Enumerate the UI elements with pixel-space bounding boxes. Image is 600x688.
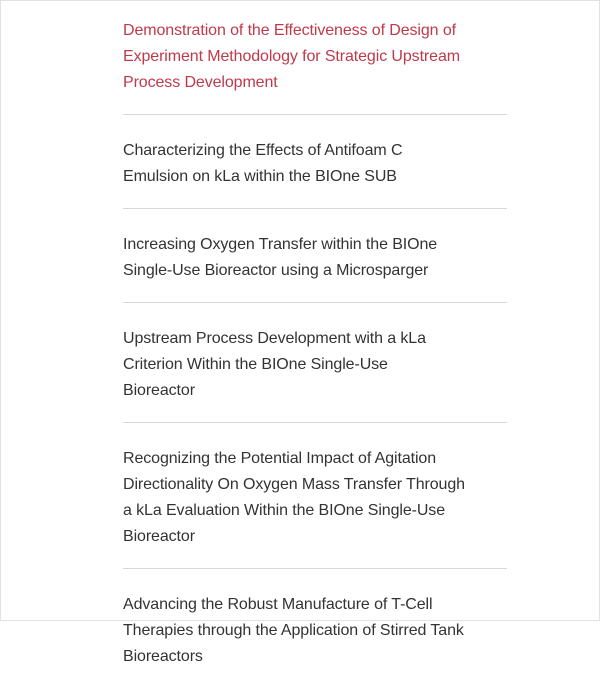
article-title-line: Bioreactors [123,648,203,665]
article-item-antifoam-kla [123,132,507,209]
article-title-line: Process Development [123,74,278,91]
article-title-line: Therapies through the Application of Stirred Tank [123,622,464,639]
related-articles-list [123,12,507,688]
article-title-line: Experiment Methodology for Strategic Upstream [123,48,460,65]
article-title-line: Bioreactor [123,382,195,399]
article-title-line: Single-Use Bioreactor using a Microsparger [123,262,429,279]
article-item-t-cell-therapies [123,586,507,688]
article-link-microsparger[interactable] [123,232,507,284]
article-title-line: Emulsion on kLa within the BIOne SUB [123,168,397,185]
article-title-line: Characterizing the Effects of Antifoam C [123,142,403,159]
article-title-line: Demonstration of the Effectiveness of Design of [123,22,456,39]
article-link-antifoam-kla[interactable] [123,138,507,190]
article-item-doe-methodology [123,12,507,115]
article-title-line: Criterion Within the BIOne Single-Use [123,356,388,373]
article-title-line: Advancing the Robust Manufacture of T-Cell [123,596,433,613]
article-title-line: Increasing Oxygen Transfer within the BIOne [123,236,438,253]
article-title-line: Bioreactor [123,528,195,545]
article-item-microsparger [123,226,507,303]
article-item-agitation-directionality [123,440,507,569]
article-link-t-cell-therapies[interactable] [123,592,507,670]
article-link-agitation-directionality[interactable] [123,446,507,550]
article-title-line: Upstream Process Development with a kLa [123,330,426,347]
article-link-doe-methodology[interactable] [123,18,507,96]
article-item-kla-criterion [123,320,507,423]
article-link-kla-criterion[interactable] [123,326,507,404]
article-title-line: Recognizing the Potential Impact of Agitation [123,450,437,467]
article-title-line: a kLa Evaluation Within the BIOne Single-Use [123,502,445,519]
article-title-line: Directionality On Oxygen Mass Transfer Through [123,476,465,493]
